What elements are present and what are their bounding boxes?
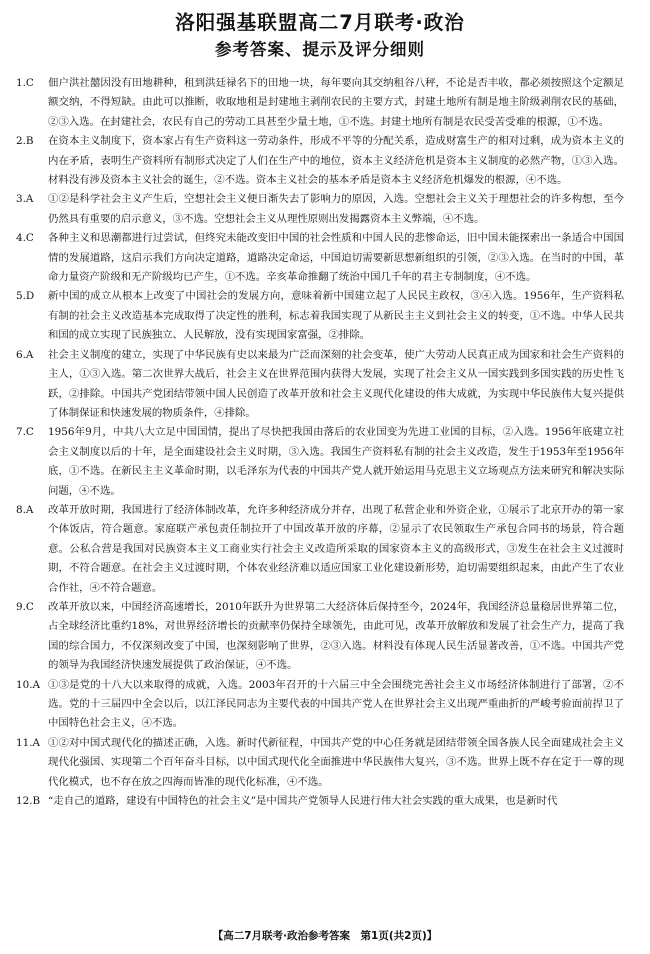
answer-explanation: 各种主义和思潮都进行过尝试，但终究未能改变旧中国的社会性质和中国人民的悲惨命运，旧中国未能探索出一条适合中国国情的发展道路，这启示我们方向决定道路，道路决定命运，中国迫切需要新思想新组织的引领，②③入选。在当时的中国，革命力量资产阶级和无产阶级均已产生，①不选。辛亥革命推翻了统治中国几千年的君主专制制度，④不选。 (48, 232, 624, 284)
answer-item (16, 346, 624, 424)
answer-number: 5.D (16, 290, 35, 303)
answer-item (16, 501, 624, 598)
page-footer: 【高二7月联考·政治参考答案 第1页(共2页)】 (212, 930, 438, 942)
answer-item (16, 229, 624, 287)
answer-item (16, 132, 624, 190)
answer-number: 10.A (16, 678, 41, 691)
answer-item (16, 792, 624, 811)
answer-explanation: ①②对中国式现代化的描述正确，入选。新时代新征程，中国共产党的中心任务就是团结带领全国各族人民全面建成社会主义现代化强国、实现第二个百年奋斗目标，以中国式现代化全面推进中华民族伟大复兴，③不选。世界上既不存在定于一尊的现代化模式，也不存在放之四海而皆准的现代化标准，④不选。 (48, 736, 624, 788)
document-title: 洛阳强基联盟高二7月联考·政治 (175, 11, 465, 34)
answer-number: 6.A (16, 348, 34, 361)
answer-explanation: “走自己的道路，建设有中国特色的社会主义”是中国共产党领导人民进行伟大社会实践的重大成果，也是新时代 (48, 795, 558, 808)
document-subtitle: 参考答案、提示及评分细则 (215, 40, 425, 59)
answer-number: 1.C (16, 77, 34, 89)
answer-number: 8.A (16, 503, 34, 516)
answer-explanation: 佃户洪社囍因没有田地耕种，租到洪廷禄名下的田地一块，每年要向其交纳租谷八秤，不论是否丰收，都必须按照这个定额足额交纳，不得短缺。由此可以推断，收取地租是封建地主剥削农民的主要方式，封建土地所有制是地主阶级剥削农民的基础，②③入选。在封建社会，农民有自己的劳动工具甚至少量土地，①不选。封建土地所有制是农民受苦受难的根源，①不选。 (48, 77, 624, 128)
answer-item (16, 74, 624, 132)
answer-number: 4.C (16, 232, 34, 245)
answer-number: 12.B (16, 795, 41, 808)
answer-explanation: 改革开放以来，中国经济高速增长，2010年跃升为世界第二大经济体后保持至今，2024年，我国经济总量稳居世界第二位，占全球经济比重约18%，对世界经济增长的贡献率仍保持全球领先，由此可见，改革开放解放和发展了社会生产力，提高了我国的综合国力，不仅深刻改变了中国，也深刻影响了世界，②③入选。材料没有体现人民生活显著改善，①不选。中国共产党的领导为我国经济快速发展提供了政治保证，④不选。 (48, 600, 624, 672)
answer-list (16, 74, 624, 811)
answer-item (16, 423, 624, 501)
answer-number: 7.C (16, 426, 34, 439)
answer-explanation: ①③是党的十八大以来取得的成就，入选。2003年召开的十六届三中全会围绕完善社会主义市场经济体制进行了部署，②不选。党的十三届四中全会以后，以江泽民同志为主要代表的中国共产党人在世界社会主义出现严重曲折的严峻考验面前捍卫了中国特色社会主义，④不选。 (48, 678, 624, 730)
answer-number: 3.A (16, 193, 34, 206)
answer-explanation: ①②是科学社会主义产生后，空想社会主义便日渐失去了影响力的原因，入选。空想社会主义关于理想社会的许多构想，至今仍然具有重要的启示意义，③不选。空想社会主义从理性原则出发揭露资本主义弊端，④不选。 (48, 193, 624, 225)
answer-item (16, 598, 624, 676)
answer-explanation: 在资本主义制度下，资本家占有生产资料这一劳动条件，形成不平等的分配关系，造成财富生产的相对过剩，成为资本主义的内在矛盾，表明生产资料所有制形式决定了人们在生产中的地位，资本主义经济危机是资本主义制度的必然产物，①③入选。材料没有涉及资本主义社会的诞生，②不选。资本主义社会的基本矛盾是资本主义经济危机爆发的根源，④不选。 (48, 135, 624, 187)
answer-number: 2.B (16, 135, 34, 148)
answer-item (16, 287, 624, 345)
answer-item (16, 676, 624, 734)
answer-explanation: 新中国的成立从根本上改变了中国社会的发展方向，意味着新中国建立起了人民民主政权，③④入选。1956年，生产资料私有制的社会主义改造基本完成取得了决定性的胜利，标志着我国实现了从新民主主义到社会主义的转变，①不选。中华人民共和国的成立实现了民族独立、人民解放，没有实现国家富强，②排除。 (48, 290, 624, 342)
answer-number: 9.C (16, 600, 34, 613)
answer-item (16, 734, 624, 792)
answer-number: 11.A (16, 736, 41, 749)
answer-explanation: 社会主义制度的建立，实现了中华民族有史以来最为广泛而深刻的社会变革，使广大劳动人民真正成为国家和社会生产资料的主人，①③入选。第二次世界大战后，社会主义在世界范围内获得大发展，实现了社会主义从一国实践到多国实践的历史性飞跃，②排除。中国共产党团结带领中国人民创造了改革开放和社会主义现代化建设的伟大成就，为实现中华民族伟大复兴提供了体制保证和快速发展的物质条件，④排除。 (48, 348, 624, 419)
answer-explanation: 1956年9月，中共八大立足中国国情，提出了尽快把我国由落后的农业国变为先进工业国的目标，②入选。1956年底建立社会主义制度以后的十年，是全面建设社会主义时期，③入选。我国生产资料私有制的社会主义改造，发生于1953年至1956年底，①不选。在新民主主义革命时期，以毛泽东为代表的中国共产党人就开始运用马克思主义立场观点方法来研究和解决实际问题，④不选。 (48, 426, 624, 497)
answer-item (16, 190, 624, 229)
answer-explanation: 改革开放时期，我国进行了经济体制改革，允许多种经济成分并存，出现了私营企业和外资企业，①展示了北京开办的第一家个体饭店，符合题意。家庭联产承包责任制拉开了中国改革开放的序幕，②显示了农民领取生产承包合同书的场景，符合题意。公私合营是我国对民族资本主义工商业实行社会主义改造所采取的国家资本主义的高级形式，③发生在社会主义过渡时期，不符合题意。在社会主义过渡时期，个体农业经济难以适应国家工业化建设新形势，迫切需要组织起来，由此产生了农业合作社，④不符合题意。 (48, 503, 624, 594)
